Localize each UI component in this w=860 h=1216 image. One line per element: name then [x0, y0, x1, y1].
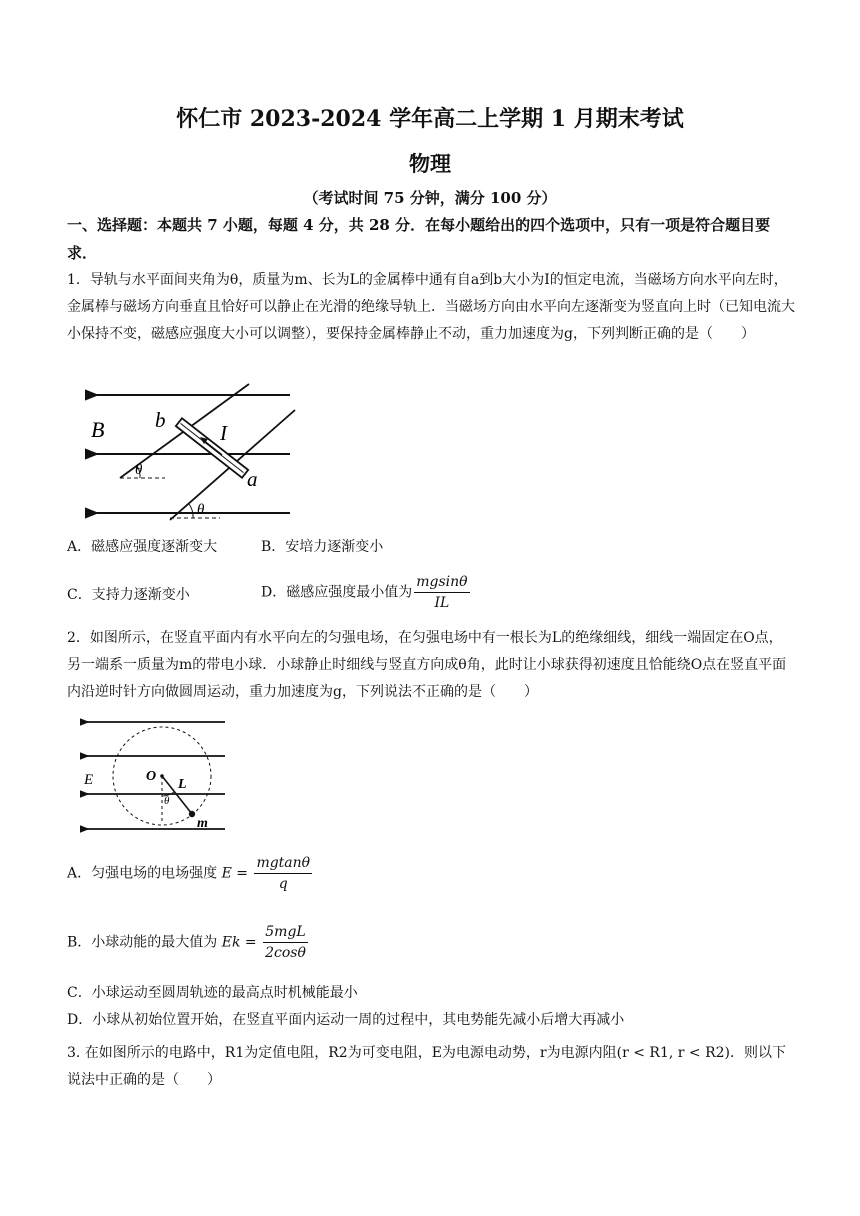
q1-option-d: D．磁感应强度最小值为 $\frac{mgsin\theta}{IL}$ — [261, 574, 468, 611]
q1-option-c: C．支持力逐渐变小 — [67, 587, 190, 603]
q1-stem: 1．导轨与水平面间夹角为θ，质量为m、长为L的金属棒中通有自a到b大小为I的恒定电流，当磁场方向水平向左时，金属棒与磁场方向垂直且恰好可以静止在光滑的绝缘导轨上．当磁场方向由水平向左逐渐变为竖直向上时（已知电流大小保持不变，磁感应强度大小可以调整），要保持金属棒静止不动，重力加速度为g，下列判断正确的是（ ） — [67, 272, 795, 342]
label-E: E — [84, 772, 94, 788]
label-O: O — [146, 769, 157, 784]
q2-option-b: B．小球动能的最大值为 Ek = $\frac{\text{5mgL}}{2\cos\theta}$ — [67, 924, 306, 961]
q2-option-a-fraction: $\frac{mgtan\theta}{q}$ — [256, 855, 311, 892]
q1-option-d-fraction: $\frac{mgsin\theta}{IL}$ — [416, 574, 468, 611]
label-L: L — [178, 777, 187, 792]
exam-title: 怀仁市 2023-2024 学年高二上学期 1 月期末考试 — [176, 106, 684, 132]
ball — [189, 811, 195, 817]
section-heading: 一、选择题：本题共 7 小题，每题 4 分，共 28 分．在每小题给出的四个选项中，只有一项是符合题目要求． — [67, 216, 771, 262]
q2-option-a: A．匀强电场的电场强度 E = $\frac{mgtan\theta}{q}$ — [67, 855, 311, 892]
label-I: I — [220, 421, 227, 445]
label-theta2: θ — [197, 502, 205, 518]
q1-option-a: A．磁感应强度逐渐变大 — [67, 539, 218, 555]
exam-info: （考试时间 75 分钟，满分 100 分） — [303, 189, 557, 207]
q3-stem: 3. 在如图所示的电路中，R1为定值电阻，R2为可变电阻，E为电源电动势，r为电源内阻(r < R1, r < R2)．则以下说法中正确的是（ ） — [67, 1045, 786, 1088]
label-b: b — [155, 408, 166, 432]
label-a: a — [247, 467, 258, 491]
label-theta: θ — [164, 795, 170, 807]
subject-title: 物理 — [409, 151, 451, 176]
q2-option-c: C．小球运动至圆周轨迹的最高点时机械能最小 — [67, 985, 358, 1001]
q2-option-d: D．小球从初始位置开始，在竖直平面内运动一周的过程中，其电势能先减小后增大再减小 — [67, 1012, 625, 1028]
q2-option-b-fraction: $\frac{\text{5mgL}}{2\cos\theta}$ — [265, 924, 306, 961]
label-theta1: θ — [135, 462, 143, 478]
q2-figure — [80, 712, 240, 842]
label-m: m — [197, 816, 208, 831]
q2-stem: 2．如图所示，在竖直平面内有水平向左的匀强电场，在匀强电场中有一根长为L的绝缘细线，细线一端固定在O点，另一端系一质量为m的带电小球．小球静止时细线与竖直方向成θ角，此时让小球获得初速度且恰能绕O点在竖直平面内沿逆时针方向做圆周运动，重力加速度为g，下列说法不正确的是（ ） — [67, 630, 787, 700]
label-B: B — [91, 417, 105, 442]
q1-option-b: B．安培力逐渐变小 — [261, 539, 384, 555]
q1-figure — [85, 382, 320, 522]
